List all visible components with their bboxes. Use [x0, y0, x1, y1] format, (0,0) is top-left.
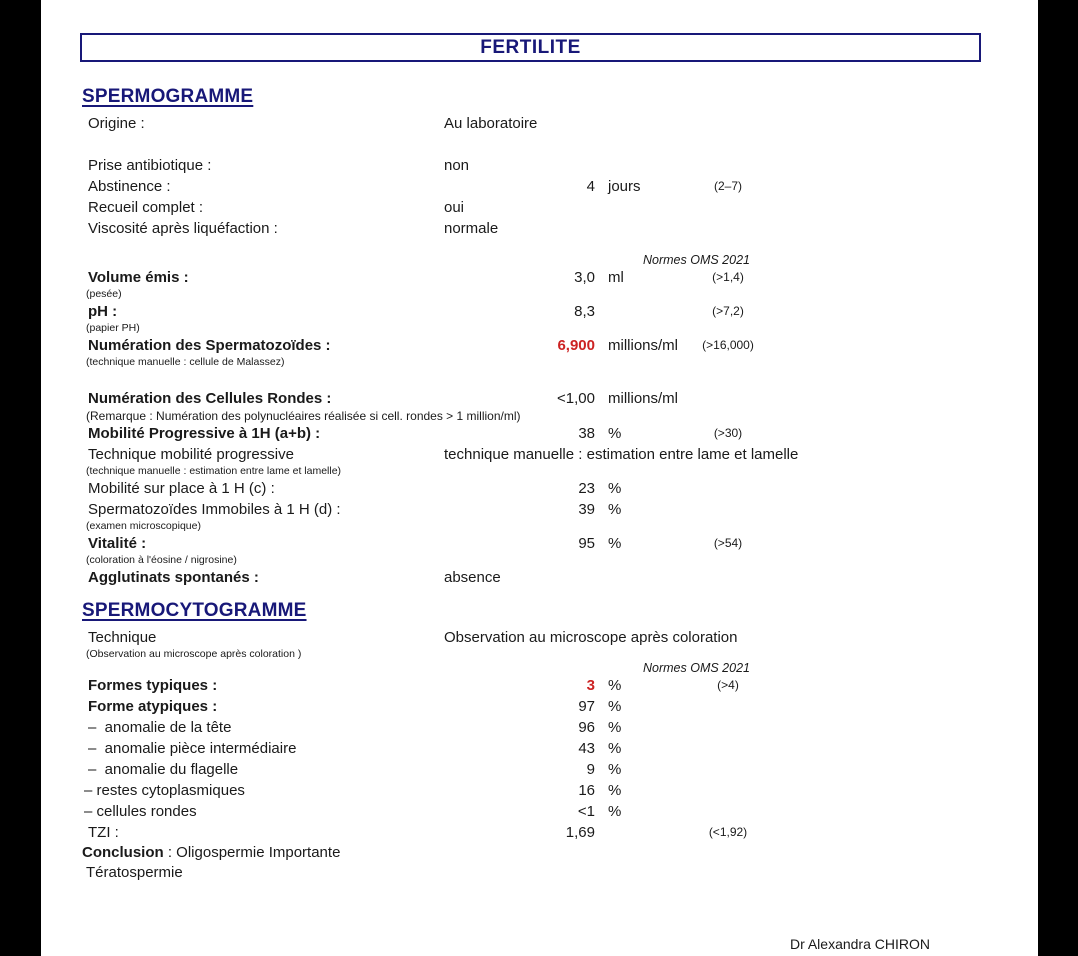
- conclusion-label: Conclusion: [82, 844, 164, 861]
- report-sheet: [41, 0, 1038, 956]
- conclusion-line-2: Tératospermie: [86, 864, 183, 881]
- row-label: Agglutinats spontanés :: [88, 569, 259, 586]
- row-unit: millions/ml: [608, 337, 679, 354]
- report-row: [41, 499, 1038, 533]
- row-norm: (<1,92): [708, 825, 748, 839]
- row-subnote: (examen microscopique): [86, 520, 201, 532]
- row-norm: (>7,2): [712, 304, 744, 318]
- row-norm: (>16,000): [702, 338, 754, 352]
- row-label: – restes cytoplasmiques: [84, 782, 245, 799]
- section-heading: SPERMOCYTOGRAMME: [82, 600, 307, 621]
- row-label: – anomalie du flagelle: [88, 761, 239, 778]
- report-row: [41, 301, 1038, 335]
- report-body: [41, 86, 1038, 883]
- row-subnote: (papier PH): [86, 322, 140, 334]
- report-row: [41, 423, 1038, 444]
- row-subnote: (technique manuelle : estimation entre lame et lamelle): [86, 465, 342, 477]
- row-label: pH :: [88, 303, 118, 320]
- row-unit: ml: [608, 269, 624, 286]
- report-row: [41, 822, 1038, 843]
- row-line: [88, 155, 1038, 176]
- row-label: Formes typiques :: [88, 677, 218, 694]
- row-line: [88, 301, 1038, 322]
- report-row: [41, 627, 1038, 661]
- row-value: 38: [578, 425, 595, 442]
- row-line: [88, 717, 1038, 738]
- row-subnote: (Remarque : Numération des polynucléaires réalisée si cell. rondes > 1 million/ml): [86, 409, 521, 423]
- row-line: [88, 113, 1038, 134]
- report-row: [41, 696, 1038, 717]
- row-value: 95: [578, 535, 595, 552]
- row-value: 8,3: [574, 303, 595, 320]
- report-row: [41, 717, 1038, 738]
- spacer: [41, 369, 1038, 388]
- row-label: Vitalité :: [88, 535, 147, 552]
- row-value: 6,900: [557, 337, 595, 354]
- row-value: 9: [586, 761, 595, 778]
- row-label: – anomalie de la tête: [88, 719, 232, 736]
- row-unit: %: [608, 425, 622, 442]
- row-line: [88, 696, 1038, 717]
- row-subnote: (Observation au microscope après coloration ): [86, 648, 302, 660]
- row-line: [88, 478, 1038, 499]
- row-label: Numération des Spermatozoïdes :: [88, 337, 331, 354]
- row-value: 23: [578, 480, 595, 497]
- row-unit: %: [608, 698, 622, 715]
- row-label: Volume émis :: [88, 269, 189, 286]
- row-line: [88, 388, 1038, 409]
- row-label: Numération des Cellules Rondes :: [88, 390, 332, 407]
- row-value: <1: [577, 803, 595, 820]
- report-row: [41, 533, 1038, 567]
- conclusion-line: [41, 843, 1038, 863]
- row-unit: %: [608, 803, 622, 820]
- spacer: [41, 134, 1038, 155]
- row-unit: %: [608, 719, 622, 736]
- row-value: Au laboratoire: [444, 115, 538, 132]
- row-line: [88, 738, 1038, 759]
- report-row: [41, 759, 1038, 780]
- report-row: [41, 801, 1038, 822]
- row-unit: %: [608, 761, 622, 778]
- norms-header-row: [41, 253, 1038, 267]
- row-value: normale: [444, 220, 499, 237]
- row-value: 97: [578, 698, 595, 715]
- row-label: Recueil complet :: [88, 199, 204, 216]
- row-value: Observation au microscope après coloration: [444, 629, 738, 646]
- report-row: [41, 113, 1038, 134]
- row-value: <1,00: [557, 390, 595, 407]
- report-row: [41, 155, 1038, 176]
- row-line: [88, 499, 1038, 520]
- row-label: TZI :: [88, 824, 119, 841]
- row-label: Viscosité après liquéfaction :: [88, 220, 278, 237]
- row-value: technique manuelle : estimation entre lame et lamelle: [444, 446, 799, 463]
- row-line: [88, 567, 1038, 588]
- report-title: FERTILITE: [480, 36, 581, 58]
- row-value: 3: [586, 677, 595, 694]
- row-label: Spermatozoïdes Immobiles à 1 H (d) :: [88, 501, 341, 518]
- title-box: [80, 33, 981, 62]
- row-value: 1,69: [565, 824, 595, 841]
- row-line: [84, 780, 1038, 801]
- row-value: 39: [578, 501, 595, 518]
- row-line: [88, 335, 1038, 356]
- row-line: [88, 675, 1038, 696]
- conclusion-text: : Oligospermie Importante: [163, 844, 341, 861]
- row-unit: %: [608, 480, 622, 497]
- row-line: [88, 444, 1038, 465]
- row-norm: (2–7): [713, 179, 742, 193]
- row-value: non: [444, 157, 470, 174]
- row-unit: %: [608, 501, 622, 518]
- row-unit: %: [608, 535, 622, 552]
- row-line: [88, 533, 1038, 554]
- row-value: 43: [578, 740, 595, 757]
- row-line: [88, 423, 1038, 444]
- row-line: [88, 197, 1038, 218]
- row-label: Prise antibiotique :: [88, 157, 212, 174]
- row-norm: (>54): [713, 536, 743, 550]
- norms-header: Normes OMS 2021: [643, 253, 750, 267]
- report-row: [41, 444, 1038, 478]
- physician-signature: Dr Alexandra CHIRON: [789, 936, 930, 952]
- report-row: [41, 388, 1038, 423]
- row-label: Mobilité Progressive à 1H (a+b) :: [88, 425, 321, 442]
- row-value: oui: [444, 199, 465, 216]
- row-label: Forme atypiques :: [88, 698, 218, 715]
- report-row: [41, 335, 1038, 369]
- row-unit: %: [608, 740, 622, 757]
- row-norm: (>4): [717, 678, 739, 692]
- row-value: 16: [578, 782, 595, 799]
- row-norm: (>30): [713, 426, 743, 440]
- norms-header-row: [41, 661, 1038, 675]
- norms-header: Normes OMS 2021: [643, 661, 750, 675]
- spacer: [41, 239, 1038, 253]
- report-row: [41, 267, 1038, 301]
- row-line: [88, 218, 1038, 239]
- row-unit: %: [608, 677, 622, 694]
- row-value: absence: [444, 569, 501, 586]
- row-line: [88, 822, 1038, 843]
- row-value: 96: [578, 719, 595, 736]
- row-line: [84, 801, 1038, 822]
- report-row: [41, 567, 1038, 588]
- report-row: [41, 675, 1038, 696]
- report-row: [41, 478, 1038, 499]
- row-value: 3,0: [574, 269, 595, 286]
- row-value: 4: [586, 178, 595, 195]
- row-label: Abstinence :: [88, 178, 171, 195]
- row-unit: millions/ml: [608, 390, 679, 407]
- row-label: – cellules rondes: [84, 803, 197, 820]
- row-norm: (>1,4): [712, 270, 744, 284]
- row-label: Technique mobilité progressive: [88, 446, 294, 463]
- report-row: [41, 738, 1038, 759]
- section-heading: SPERMOGRAMME: [82, 86, 254, 107]
- report-row: [41, 176, 1038, 197]
- report-row: [41, 780, 1038, 801]
- row-line: [88, 759, 1038, 780]
- report-row: [41, 218, 1038, 239]
- row-label: Origine :: [88, 115, 145, 132]
- row-label: Technique: [88, 629, 157, 646]
- row-unit: %: [608, 782, 622, 799]
- row-line: [88, 267, 1038, 288]
- row-subnote: (pesée): [86, 288, 122, 300]
- row-line: [88, 627, 1038, 648]
- report-row: [41, 197, 1038, 218]
- row-subnote: (coloration à l'éosine / nigrosine): [86, 554, 237, 566]
- row-subnote: (technique manuelle : cellule de Malassez): [86, 356, 285, 368]
- row-label: Mobilité sur place à 1 H (c) :: [88, 480, 275, 497]
- row-unit: jours: [608, 178, 641, 195]
- row-label: – anomalie pièce intermédiaire: [88, 740, 297, 757]
- row-line: [88, 176, 1038, 197]
